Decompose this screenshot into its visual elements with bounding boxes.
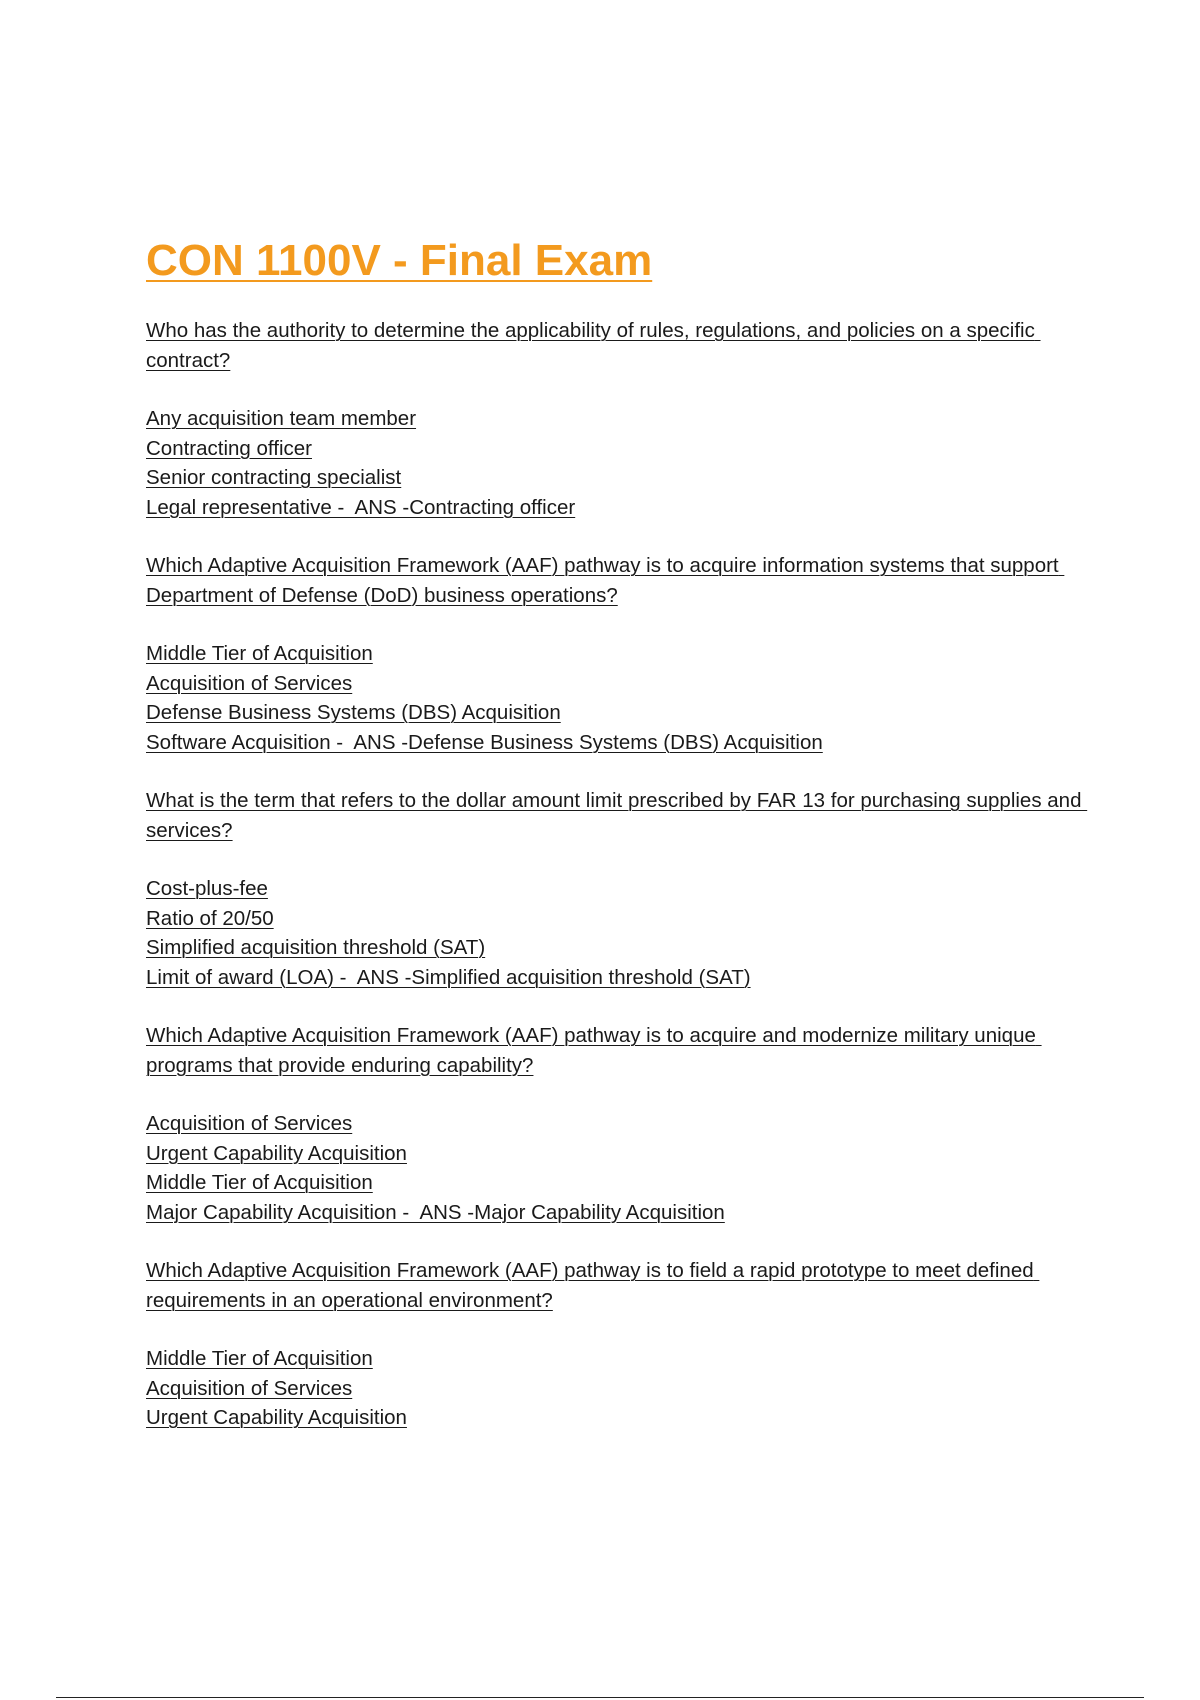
document-page bbox=[146, 232, 1086, 1462]
answer-option: Legal representative - ANS -Contracting officer bbox=[146, 495, 576, 519]
answer-option: Limit of award (LOA) - ANS -Simplified acquisition threshold (SAT) bbox=[146, 965, 751, 989]
footer-divider bbox=[56, 1697, 1144, 1698]
answer-option: Middle Tier of Acquisition bbox=[146, 1347, 373, 1370]
answer-option: Acquisition of Services bbox=[146, 1376, 353, 1400]
question-text: Who has the authority to determine the applicability of rules, regulations, and policies on a specific contract? bbox=[146, 319, 1041, 372]
answer-option: Acquisition of Services bbox=[146, 671, 353, 695]
answer-option: Software Acquisition - ANS -Defense Business Systems (DBS) Acquisition bbox=[146, 730, 823, 754]
answer-option: Urgent Capability Acquisition bbox=[146, 1141, 407, 1165]
question-text: Which Adaptive Acquisition Framework (AAF) pathway is to field a rapid prototype to meet defined requirements in an operational environment? bbox=[146, 1259, 1040, 1312]
answer-option: Major Capability Acquisition - ANS -Major Capability Acquisition bbox=[146, 1200, 725, 1224]
answer-option: Acquisition of Services bbox=[146, 1112, 353, 1135]
answer-option: Defense Business Systems (DBS) Acquisition bbox=[146, 701, 561, 724]
answer-option: Any acquisition team member bbox=[146, 407, 417, 430]
question-block-5 bbox=[146, 1256, 1086, 1433]
question-text: Which Adaptive Acquisition Framework (AAF) pathway is to acquire information systems that support Department of Defense (DoD) business operations? bbox=[146, 554, 1065, 607]
answer-option: Contracting officer bbox=[146, 436, 312, 460]
question-block-3 bbox=[146, 786, 1086, 992]
answer-option: Middle Tier of Acquisition bbox=[146, 1171, 373, 1194]
answer-option: Simplified acquisition threshold (SAT) bbox=[146, 936, 486, 959]
question-block-1 bbox=[146, 316, 1086, 522]
question-block-2 bbox=[146, 551, 1086, 757]
question-text: What is the term that refers to the dollar amount limit prescribed by FAR 13 for purchasing supplies and services? bbox=[146, 789, 1088, 842]
answer-option: Cost-plus-fee bbox=[146, 877, 268, 900]
question-text: Which Adaptive Acquisition Framework (AAF) pathway is to acquire and modernize military unique programs that provide enduring capability? bbox=[146, 1024, 1042, 1077]
answer-option: Middle Tier of Acquisition bbox=[146, 642, 373, 665]
answer-option: Ratio of 20/50 bbox=[146, 906, 274, 930]
answer-option: Senior contracting specialist bbox=[146, 466, 402, 489]
page-title: CON 1100V - Final Exam bbox=[146, 236, 653, 285]
answer-option: Urgent Capability Acquisition bbox=[146, 1406, 407, 1429]
question-block-4 bbox=[146, 1021, 1086, 1227]
